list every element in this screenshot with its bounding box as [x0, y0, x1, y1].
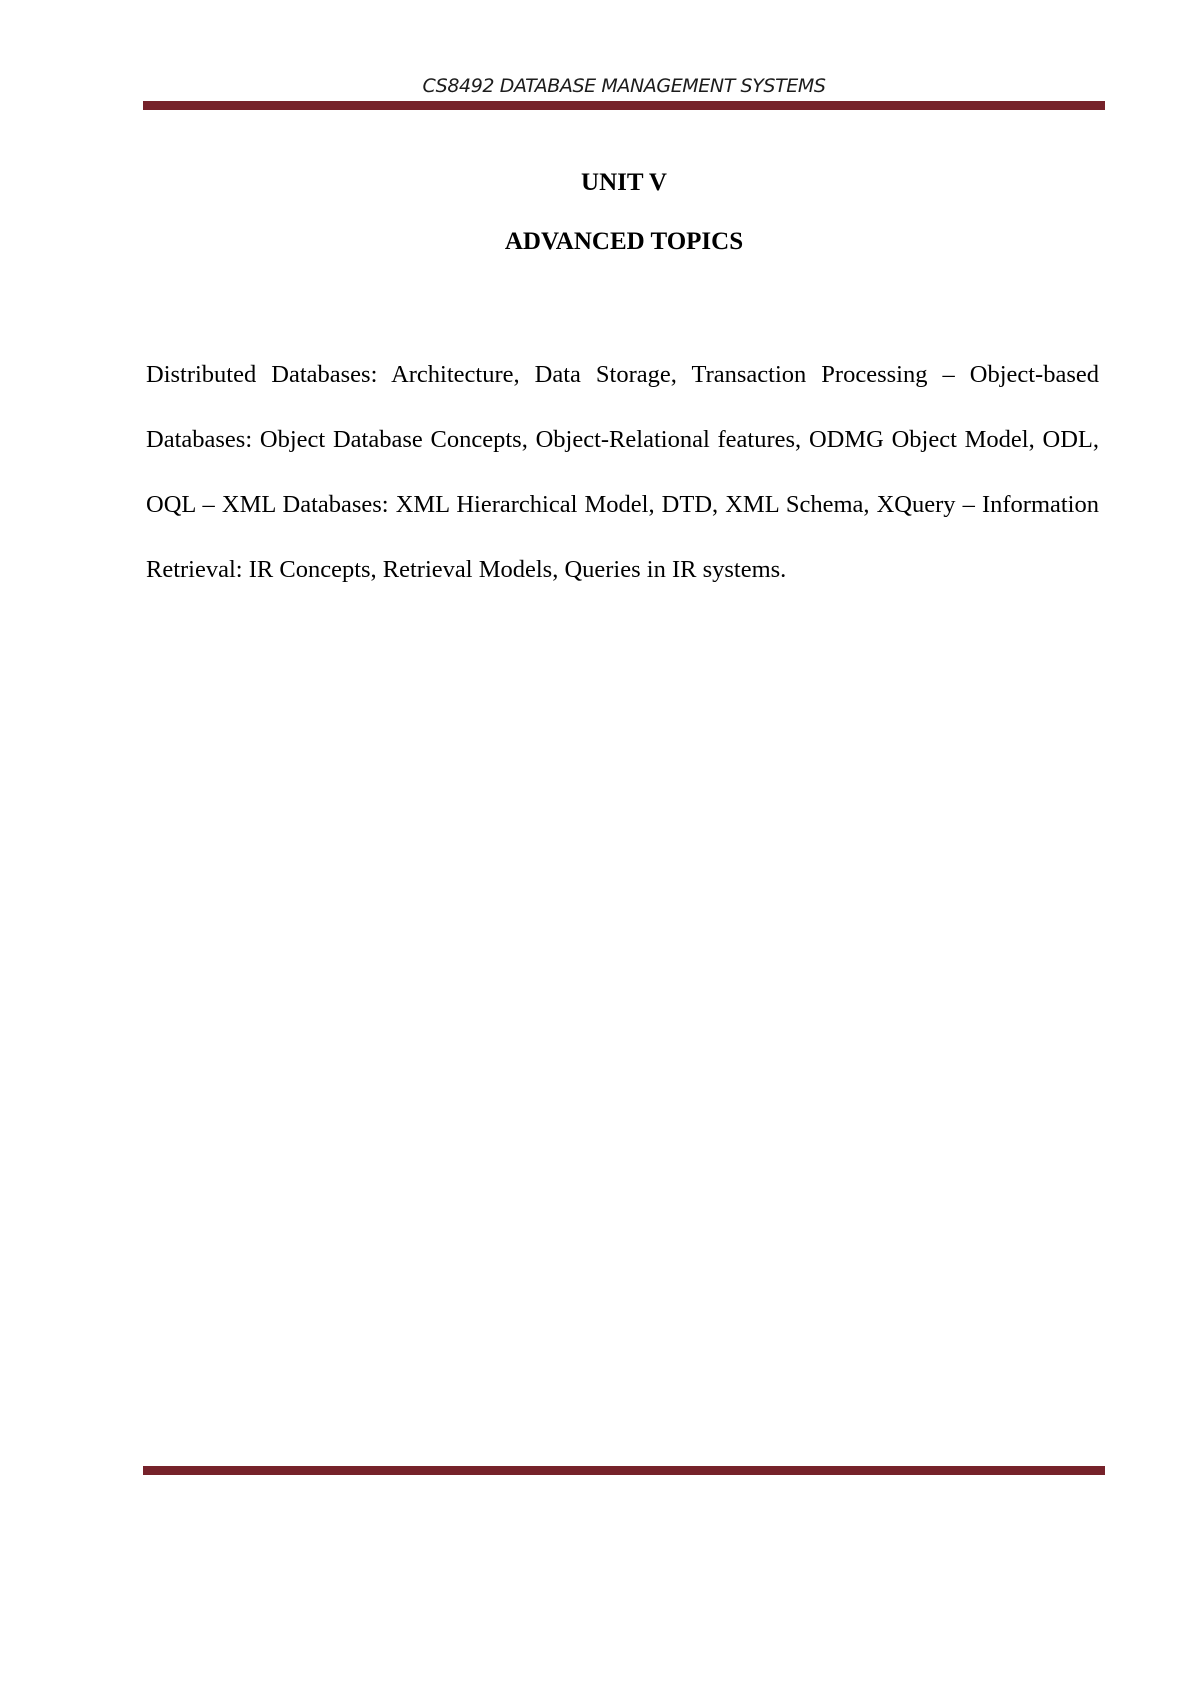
unit-title: ADVANCED TOPICS	[504, 228, 744, 255]
syllabus-paragraph: Distributed Databases: Architecture, Data Storage, Transaction Processing – Object-based Databases: Object Database Concepts, Object-Relational features, ODMG Object Model, ODL, OQL – XML Databases: XML Hierarchical Model, DTD, XML Schema, XQuery – Information Retrieval: IR Concepts, Retrieval Models, Queries in IR systems.	[146, 361, 1099, 583]
unit-number: UNIT V	[581, 169, 667, 196]
header-rule	[143, 101, 1105, 110]
running-header: CS8492 DATABASE MANAGEMENT SYSTEMS	[422, 75, 826, 97]
footer-rule	[143, 1466, 1105, 1475]
